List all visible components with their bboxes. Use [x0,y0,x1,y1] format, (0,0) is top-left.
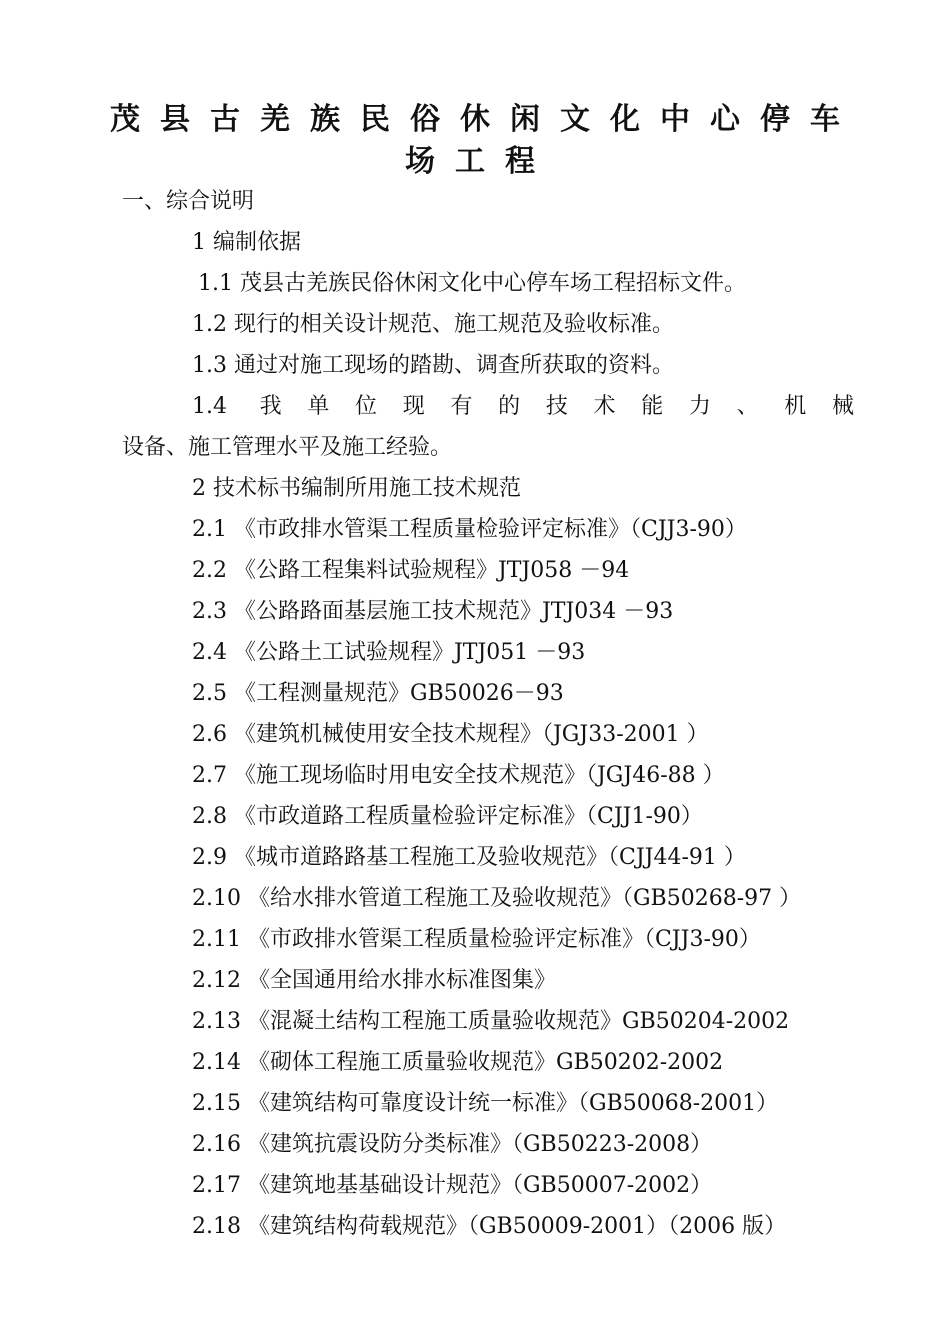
basis-item-1-3: 1.3 通过对施工现场的踏勘、调查所获取的资料。 [192,353,674,378]
basis-item-1-1: 1.1 茂县古羌族民俗休闲文化中心停车场工程招标文件。 [198,271,746,296]
basis-item-1-2: 1.2 现行的相关设计规范、施工规范及验收标准。 [192,312,674,337]
standard-item-2-10: 2.10 《给水排水管道工程施工及验收规范》（GB50268-97 ） [192,886,802,911]
section-heading: 一、综合说明 [122,189,255,214]
standard-item-2-14: 2.14 《砌体工程施工质量验收规范》GB50202-2002 [192,1050,724,1075]
standard-item-2-2: 2.2 《公路工程集料试验规程》JTJ058 －94 [192,558,630,583]
standard-item-2-1: 2.1 《市政排水管渠工程质量检验评定标准》（CJJ3-90） [192,517,747,542]
basis-item-1-4-line-1: 1.4 我单位现有的技术能力、机械 [192,394,854,419]
basis-item-1-4-line-2: 设备、施工管理水平及施工经验。 [122,435,453,460]
standard-item-2-18: 2.18 《建筑结构荷载规范》（GB50009-2001）（2006 版） [192,1214,787,1239]
standards-heading: 2 技术标书编制所用施工技术规范 [192,476,521,501]
standard-item-2-5: 2.5 《工程测量规范》GB50026－93 [192,681,564,706]
standard-item-2-9: 2.9 《城市道路路基工程施工及验收规范》（CJJ44-91 ） [192,845,746,870]
standard-item-2-7: 2.7 《施工现场临时用电安全技术规范》（JGJ46-88 ） [192,763,725,788]
basis-heading: 1 编制依据 [192,230,301,255]
standard-item-2-8: 2.8 《市政道路工程质量检验评定标准》（CJJ1-90） [192,804,703,829]
standard-item-2-11: 2.11 《市政排水管渠工程质量检验评定标准》（CJJ3-90） [192,927,761,952]
standard-item-2-13: 2.13 《混凝土结构工程施工质量验收规范》GB50204-2002 [192,1009,790,1034]
standard-item-2-12: 2.12 《全国通用给水排水标准图集》 [192,968,556,993]
standard-item-2-4: 2.4 《公路土工试验规程》JTJ051 －93 [192,640,586,665]
standard-item-2-3: 2.3 《公路路面基层施工技术规范》JTJ034 －93 [192,599,674,624]
standard-item-2-16: 2.16 《建筑抗震设防分类标准》（GB50223-2008） [192,1132,713,1157]
document-title-line-1: 茂县古羌族民俗休闲文化中心停车 [110,102,860,137]
standard-item-2-6: 2.6 《建筑机械使用安全技术规程》（JGJ33-2001 ） [192,722,709,747]
standard-item-2-17: 2.17 《建筑地基基础设计规范》（GB50007-2002） [192,1173,713,1198]
document-title-line-2: 场工程 [405,144,555,179]
standard-item-2-15: 2.15 《建筑结构可靠度设计统一标准》（GB50068-2001） [192,1091,779,1116]
